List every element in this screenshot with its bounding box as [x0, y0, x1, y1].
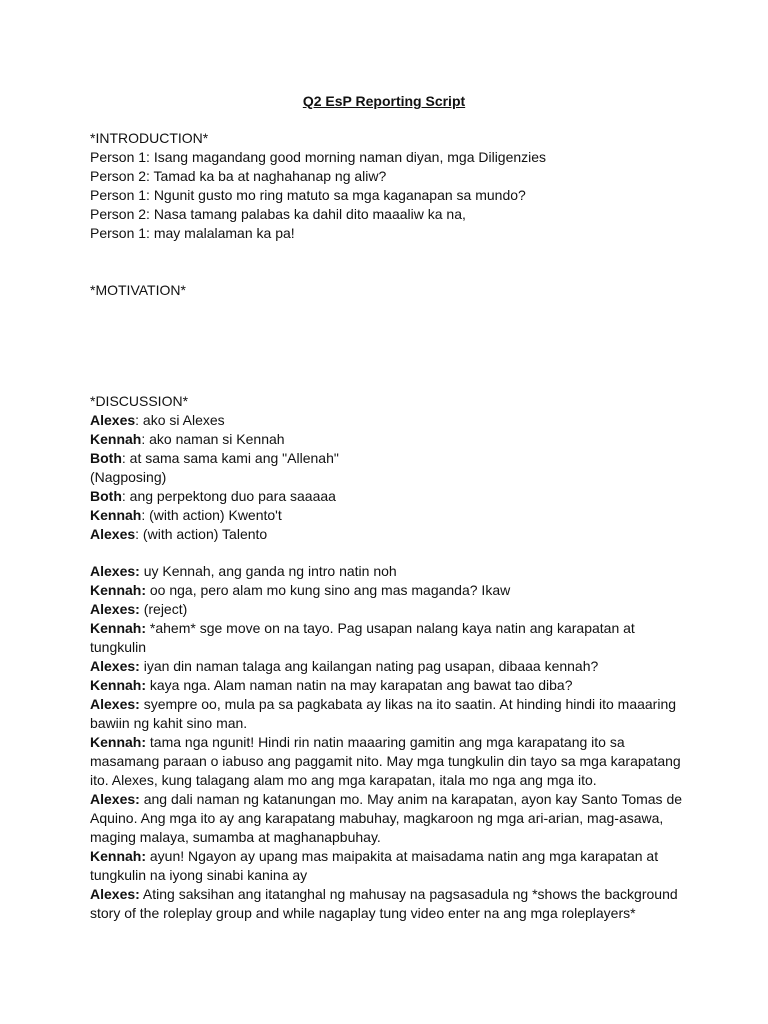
section-heading-motivation: *MOTIVATION*: [90, 282, 186, 298]
speaker-name: Kennah:: [90, 582, 146, 598]
dialogue-line: [90, 638, 690, 656]
section-heading-discussion: *DISCUSSION*: [90, 393, 189, 409]
dialogue-line: [90, 619, 690, 637]
dialogue-line: [90, 752, 690, 770]
line-text: masamang paraan o iabuso ang paggamit nito. May mga tungkulin din tayo sa mga karapatang: [90, 753, 681, 769]
intro-line: Person 1: Isang magandang good morning naman diyan, mga Diligenzies: [90, 149, 547, 165]
line-text: ayun! Ngayon ay upang mas maipakita at maisadama natin ang mga karapatan at: [146, 848, 659, 864]
speaker-name: Kennah:: [90, 734, 146, 750]
line-text: ang perpektong duo para saaaaa: [125, 488, 336, 504]
script-line: Alexes: (with action) Talento: [90, 526, 268, 542]
line-text: ako si Alexes: [139, 412, 225, 428]
line-text: bawiin ng kahit sino man.: [90, 715, 248, 731]
document-title: Q2 EsP Reporting Script: [302, 93, 466, 109]
script-line: Kennah: ako naman si Kennah: [90, 431, 285, 447]
speaker-name: Alexes:: [90, 601, 140, 617]
speaker-name: Kennah: [90, 431, 142, 447]
script-line: Kennah: (with action) Kwento't: [90, 507, 282, 523]
intro-line: Person 1: Ngunit gusto mo ring matuto sa mga kaganapan sa mundo?: [90, 187, 526, 203]
dialogue-line: [90, 714, 690, 732]
speaker-name: Alexes: [90, 412, 136, 428]
line-text: oo nga, pero alam mo kung sino ang mas maganda? Ikaw: [146, 582, 511, 598]
dialogue-line: [90, 885, 690, 903]
line-text: kaya nga. Alam naman natin na may karapatan ang bawat tao diba?: [146, 677, 573, 693]
line-text: ako naman si Kennah: [145, 431, 285, 447]
line-text: (with action) Talento: [139, 526, 268, 542]
line-text: (reject): [139, 601, 188, 617]
speaker-name: Alexes:: [90, 658, 140, 674]
dialogue-line: [90, 733, 690, 751]
dialogue-line: [90, 904, 690, 922]
script-line: [90, 468, 690, 486]
dialogue-line: [90, 866, 690, 884]
line-text: ang dali naman ng katanungan mo. May anim na karapatan, ayon kay Santo Tomas de: [139, 791, 683, 807]
line-text: Aquino. Ang mga ito ay ang karapatang mabuhay, magkaroon ng mga ari-arian, mag-asawa,: [90, 810, 664, 826]
dialogue-line: [90, 657, 690, 675]
speaker-name: Both: [90, 450, 122, 466]
dialogue-line: [90, 676, 690, 694]
line-text: *ahem* sge move on na tayo. Pag usapan nalang kaya natin ang karapatan at: [146, 620, 635, 636]
line-text: at sama sama kami ang "Allenah": [125, 450, 339, 466]
line-text: tama nga ngunit! Hindi rin natin maaaring gamitin ang mga karapatang ito sa: [146, 734, 625, 750]
line-text: uy Kennah, ang ganda ng intro natin noh: [139, 563, 397, 579]
speaker-name: Kennah:: [90, 620, 146, 636]
line-text: tungkulin na iyong sinabi kanina ay: [90, 867, 308, 883]
line-text: maging malaya, sumamba at maghanapbuhay.: [90, 829, 381, 845]
line-text: ito. Alexes, kung talagang alam mo ang mga karapatan, itala mo nga ang mga ito.: [90, 772, 597, 788]
dialogue-line: [90, 847, 690, 865]
line-text: syempre oo, mula pa sa pagkabata ay likas na ito saatin. At hinding hindi ito maaaring: [139, 696, 677, 712]
line-text: (Nagposing): [90, 469, 167, 485]
dialogue-line: [90, 828, 690, 846]
speaker-name: Alexes:: [90, 886, 140, 902]
speaker-name: Kennah:: [90, 677, 146, 693]
line-text: Ating saksihan ang itatanghal ng mahusay na pagsasadula ng *shows the background: [139, 886, 678, 902]
dialogue-line: [90, 581, 690, 599]
speaker-name: Kennah:: [90, 848, 146, 864]
intro-line: Person 2: Nasa tamang palabas ka dahil dito maaaliw ka na,: [90, 206, 466, 222]
speaker-name: Alexes: [90, 526, 136, 542]
speaker-name: Alexes:: [90, 696, 140, 712]
script-line: Alexes: ako si Alexes: [90, 412, 225, 428]
section-heading-introduction: *INTRODUCTION*: [90, 130, 209, 146]
dialogue-line: [90, 562, 690, 580]
dialogue-line: [90, 771, 690, 789]
line-text: tungkulin: [90, 639, 147, 655]
speaker-name: Both: [90, 488, 122, 504]
speaker-name: Kennah: [90, 507, 142, 523]
speaker-name: Alexes:: [90, 791, 140, 807]
intro-line: Person 2: Tamad ka ba at naghahanap ng aliw?: [90, 168, 387, 184]
speaker-name: Alexes:: [90, 563, 140, 579]
script-line: Both: at sama sama kami ang "Allenah": [90, 450, 339, 466]
line-text: (with action) Kwento't: [145, 507, 282, 523]
script-line: Both: ang perpektong duo para saaaaa: [90, 488, 336, 504]
dialogue-line: [90, 790, 690, 808]
line-text: story of the roleplay group and while nagaplay tung video enter na ang mga roleplayers*: [90, 905, 636, 921]
intro-line: Person 1: may malalaman ka pa!: [90, 225, 295, 241]
line-text: iyan din naman talaga ang kailangan nating pag usapan, dibaaa kennah?: [139, 658, 599, 674]
dialogue-line: [90, 600, 690, 618]
dialogue-line: [90, 695, 690, 713]
dialogue-line: [90, 809, 690, 827]
